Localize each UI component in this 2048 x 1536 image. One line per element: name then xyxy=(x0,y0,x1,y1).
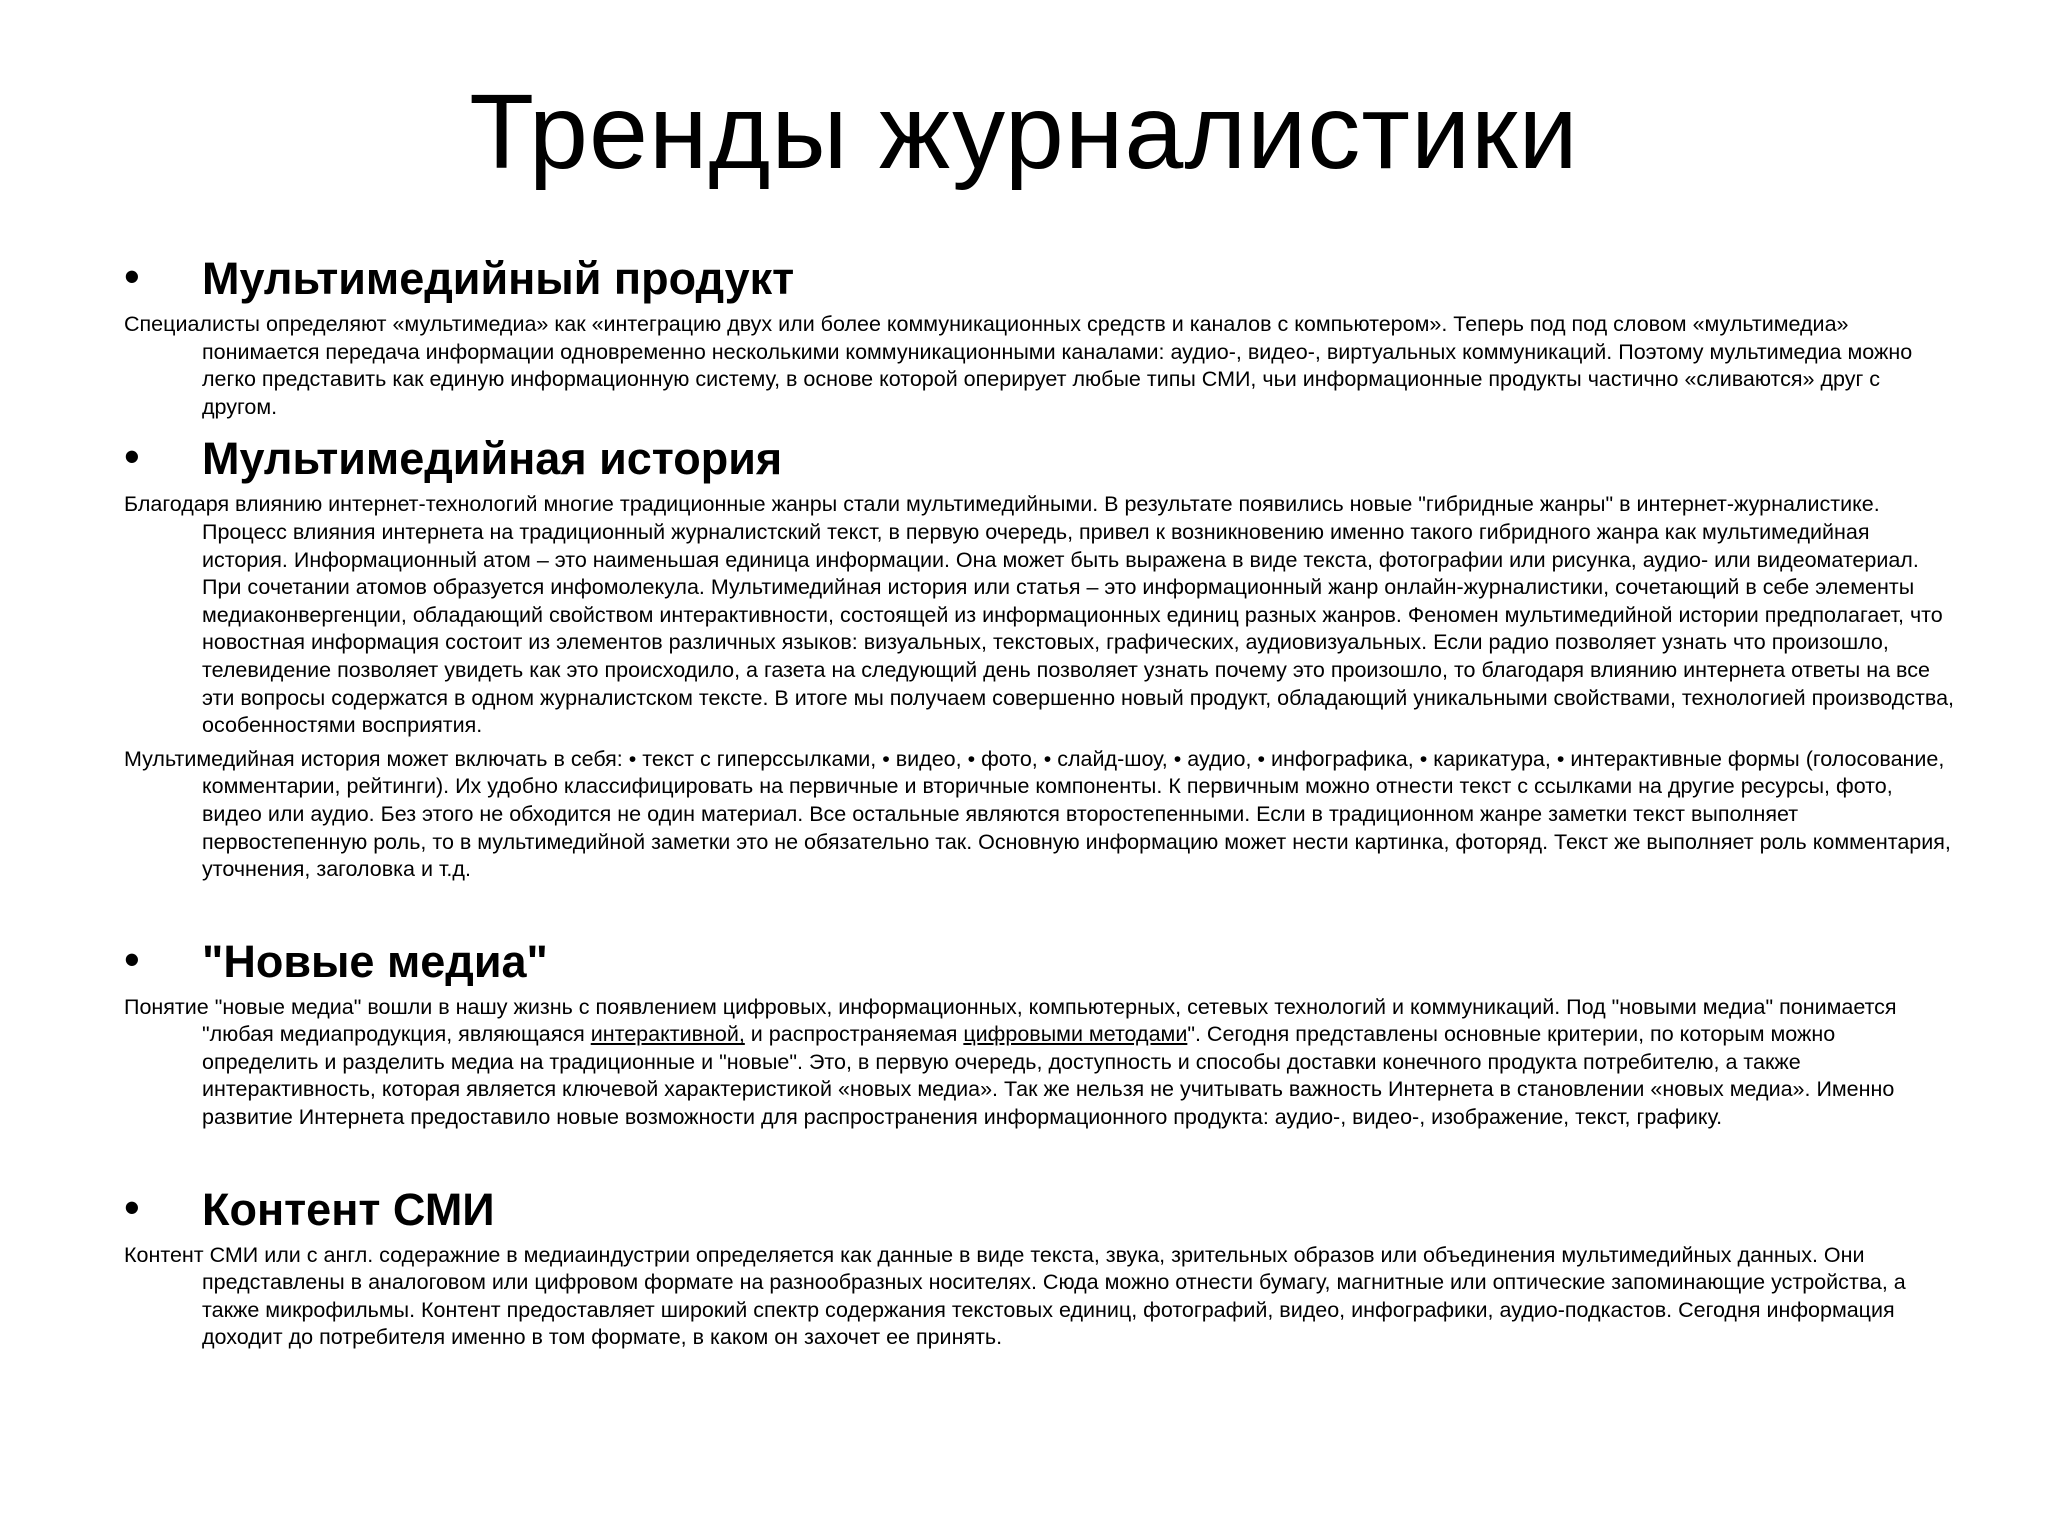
bullet-icon: • xyxy=(124,933,140,985)
section-multimedia-product xyxy=(124,247,1954,421)
section-heading xyxy=(124,427,1954,491)
section-heading xyxy=(124,930,1954,994)
bullet-icon: • xyxy=(124,431,140,483)
section-heading-text: "Новые медиа" xyxy=(202,935,548,987)
section-heading-text: Контент СМИ xyxy=(202,1183,495,1235)
paragraph-text: и распространяемая xyxy=(744,1022,964,1047)
section-media-content xyxy=(124,1178,1954,1352)
paragraph-text: ". Сегодня представлены основные критерии, по которым можно определить и разделить медиа на традиционные и "новые". Это, в первую очередь, доступность и способы доставки конечного продукта потребителю, а также интерактивность, которая является ключевой характеристикой «новых медиа». Так же нельзя не учитывать важность Интернета в становлении «новых медиа». Именно развитие Интернета предоставило новые возможности для распространения информационного продукта: аудио-, видео-, изображение, текст, графику. xyxy=(202,1022,1895,1130)
paragraph-text: Понятие "новые медиа" вошли в нашу жизнь с появлением цифровых, информационных, компьютерных, сетевых технологий и коммуникаций. Под "новыми медиа" понимается "любая медиапродукция, являющаяся xyxy=(124,994,1897,1047)
slide-title: Тренды журналистики xyxy=(469,73,1579,191)
link-interactive[interactable]: интерактивной, xyxy=(590,1022,745,1047)
bullet-icon: • xyxy=(124,1181,140,1233)
bullet-icon: • xyxy=(124,251,140,302)
section-multimedia-story xyxy=(124,427,1954,883)
section-paragraph xyxy=(124,994,1954,1132)
link-digital-methods[interactable]: цифровыми методами xyxy=(963,1022,1188,1047)
section-paragraph: Специалисты определяют «мультимедиа» как «интеграцию двух или более коммуникационных средств и каналов с компьютером». Теперь под под словом «мультимедиа» понимается передача информации одновременно несколькими коммуникационными каналами: аудио-, видео-, виртуальных коммуникаций. Поэтому мультимедиа можно легко представить как единую информационную систему, в основе которой оперирует любые типы СМИ, чьи информационные продукты частично «сливаются» друг с другом. xyxy=(124,312,1913,419)
section-heading xyxy=(124,247,1954,311)
section-heading xyxy=(124,1178,1954,1242)
section-paragraph: Контент СМИ или с англ. содеражние в медиаиндустрии определяется как данные в виде текста, звука, зрительных образов или объединения мультимедийных данных. Они представлены в аналоговом или цифровом формате на разнообразных носителях. Сюда можно отнести бумагу, магнитные или оптические запоминающие устройства, а также микрофильмы. Контент предоставляет широкий спектр содержания текстовых единиц, фотографий, видео, инфографики, аудио-подкастов. Сегодня информация доходит до потребителя именно в том формате, в каком он захочет ее принять. xyxy=(124,1242,1906,1350)
section-paragraph: Благодаря влиянию интернет-технологий многие традиционные жанры стали мультимедийными. В результате появились новые "гибридные жанры" в интернет-журналистике. Процесс влияния интернета на традиционный журналистский текст, в первую очередь, привел к возникновению именно такого гибридного жанра как мультимедийная история. Информационный атом – это наименьшая единица информации. Она может быть выражена в виде текста, фотографии или рисунка, аудио- или видеоматериал. При сочетании атомов образуется инфомолекула. Мультимедийная история или статья – это информационный жанр онлайн-журналистики, сочетающий в себе элементы медиаконвергенции, обладающий свойством интерактивности, состоящей из информационных единиц разных жанров. Феномен мультимедийной истории предполагает, что новостная информация состоит из элементов различных языков: визуальных, текстовых, графических, аудиовизуальных. Если радио позволяет узнать что произошло, телевидение позволяет увидеть как это происходило, а газета на следующий день позволяет узнать почему это произошло, то благодаря влиянию интернета ответы на все эти вопросы содержатся в одном журналистском тексте. В итоге мы получаем совершенно новый продукт, обладающий уникальными свойствами, технологией производства, особенностями восприятия. xyxy=(124,492,1955,738)
section-paragraph: Мультимедийная история может включать в себя: • текст с гиперссылками, • видео, • фото, • слайд-шоу, • аудио, • инфографика, • карикатура, • интерактивные формы (голосование, комментарии, рейтинги). Их удобно классифицировать на первичные и вторичные компоненты. К первичным можно отнести текст с ссылками на другие ресурсы, фото, видео или аудио. Без этого не обходится не один материал. Все остальные являются второстепенными. Если в традиционном жанре заметки текст выполняет первостепенную роль, то в мультимедийной заметки это не обязательно так. Основную информацию может нести картинка, фоторяд. Текст же выполняет роль комментария, уточнения, заголовка и т.д. xyxy=(124,746,1951,882)
section-new-media xyxy=(124,930,1954,1132)
slide-content xyxy=(124,247,1954,1358)
section-heading-text: Мультимедийная история xyxy=(202,433,783,485)
section-heading-text: Мультимедийный продукт xyxy=(202,253,795,304)
